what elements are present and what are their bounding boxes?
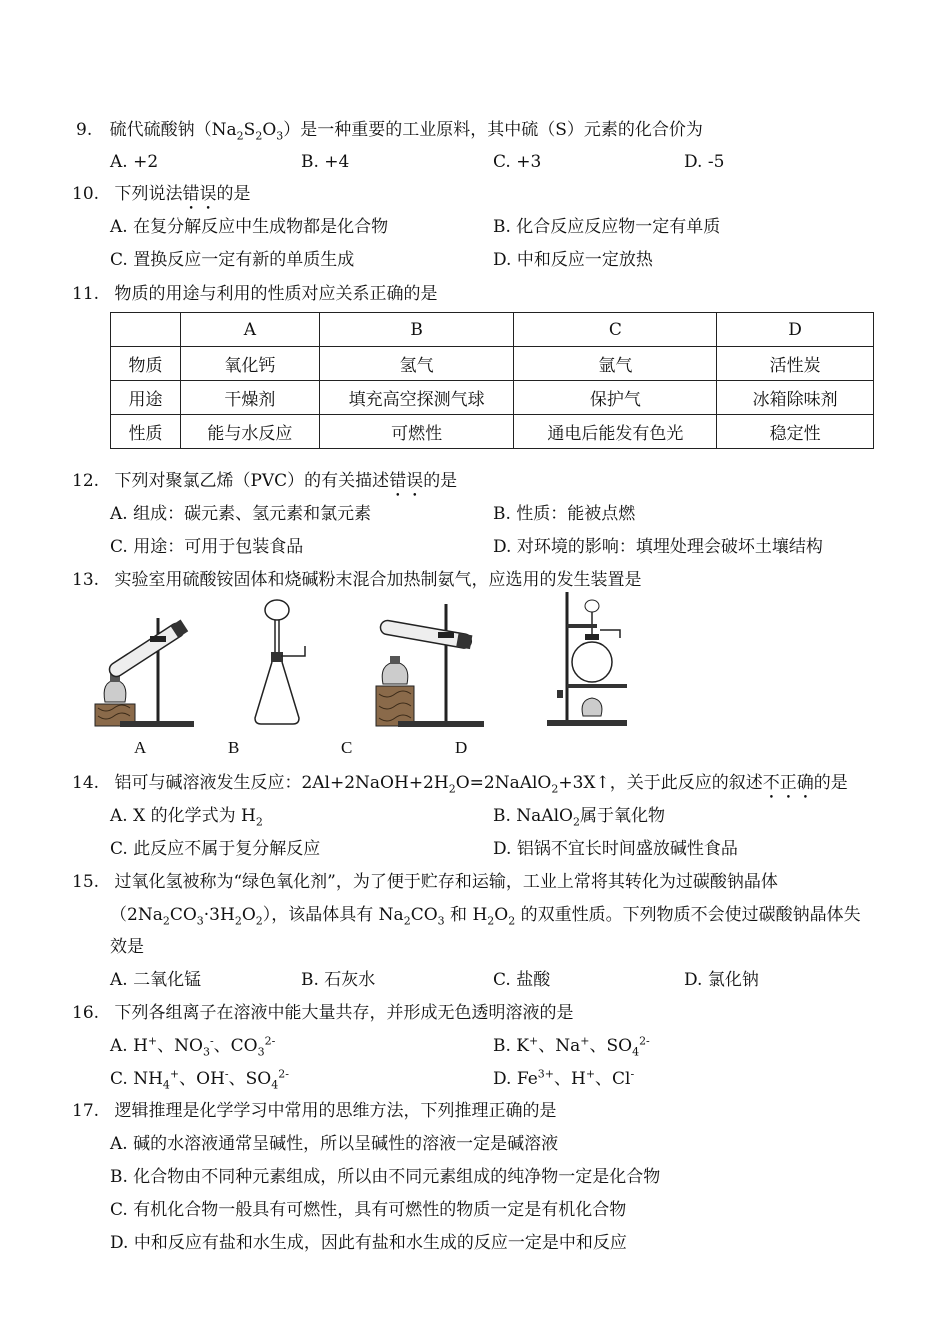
q10-number: 10. [72,184,100,204]
subscript: 3 [202,1045,210,1059]
apparatus-label-c: C [341,738,353,757]
q15-stem-line3: 效是 [110,937,144,957]
q9-option-d: D. -5 [684,152,725,172]
q14-option-c: C. 此反应不属于复分解反应 [110,839,321,859]
q12-emphasis: 错误 [389,471,424,491]
q16-option-b [493,1035,650,1057]
q15-line1-text: 过氧化氢被称为“绿色氧化剂”，为了便于贮存和运输，工业上常将其转化为过碳酸钠晶体 [114,872,778,892]
q15-option-c: C. 盐酸 [493,970,551,990]
q17-option-b: B. 化合物由不同种元素组成，所以由不同元素组成的纯净物一定是化合物 [110,1167,661,1187]
table-cell: 氧化钙 [180,347,319,381]
text: 、NO [157,1036,203,1056]
apparatus-label-b: B [228,738,240,757]
q11-number: 11. [72,284,100,304]
q10-stem [72,183,250,214]
table-cell [111,313,181,347]
q17-option-d: D. 中和反应有盐和水生成，因此有盐和水生成的反应一定是中和反应 [110,1233,627,1253]
q11-stem-text: 物质的用途与利用的性质对应关系正确的是 [114,284,438,304]
subscript: 4 [162,1078,170,1092]
superscript: - [224,1067,229,1081]
table-cell: 填充高空探测气球 [319,381,514,415]
apparatus-a-image [90,596,200,731]
q14-stem-c: +3X↑，关于此反应的叙述 [558,773,763,793]
q12-number: 12. [72,471,100,491]
superscript: + [585,1067,596,1081]
apparatus-b-image [245,596,325,731]
q12-stem-a: 下列对聚氯乙烯（PVC）的有关描述 [114,471,390,491]
q14-stem [72,772,848,803]
apparatus-c-image [370,596,490,731]
text: B. K [493,1036,530,1056]
subscript: 4 [632,1045,640,1059]
table-cell: 氩气 [514,347,717,381]
superscript: 2- [264,1034,276,1048]
table-cell: 用途 [111,381,181,415]
text: 、Na [538,1036,581,1056]
table-cell: C [514,313,717,347]
q16-option-c [110,1068,289,1090]
table-cell: 活性炭 [717,347,874,381]
subscript: 2 [255,129,263,143]
subscript: 2 [236,129,244,143]
subscript: 2 [403,914,411,928]
table-cell: 能与水反应 [180,415,319,449]
subscript: 2 [255,815,263,829]
q15-number: 15. [72,872,100,892]
q10-stem-a: 下列说法 [114,184,183,204]
table-header-row [111,313,874,347]
table-cell: 氢气 [319,347,514,381]
q9-stem-d: ）是一种重要的工业原料，其中硫（S）元素的化合价为 [283,120,703,140]
q14-option-b-text: B. NaAlO [493,806,573,826]
q16-number: 16. [72,1003,100,1023]
subscript: 4 [271,1078,279,1092]
q14-option-a-text: A. X 的化学式为 H [110,806,256,826]
table-row [111,415,874,449]
q15-option-a: A. 二氧化锰 [110,970,202,990]
superscript: + [580,1034,590,1048]
superscript: 2- [278,1067,289,1081]
q15-option-b: B. 石灰水 [301,970,376,990]
subscript: 2 [162,914,170,928]
table-cell: 干燥剂 [180,381,319,415]
q12-option-c: C. 用途：可用于包装食品 [110,537,304,557]
apparatus-d-image [545,590,635,730]
q16-option-d [493,1068,634,1090]
q10-option-d: D. 中和反应一定放热 [493,250,653,270]
subscript: 2 [551,782,559,796]
q13-number: 13. [72,570,100,590]
q12-option-d: D. 对环境的影响：填埋处理会破坏土壤结构 [493,537,823,557]
superscript: + [147,1034,158,1048]
q11-table [110,312,874,449]
q11-stem [72,283,437,305]
superscript: 3+ [537,1067,554,1081]
q9-stem-a: 硫代硫酸钠（Na [109,120,237,140]
text: O [494,905,509,925]
q14-option-b-text2: 属于氧化物 [579,806,665,826]
q14-stem-a: 铝可与碱溶液发生反应：2Al+2NaOH+2H [114,773,449,793]
text: 、Cl [595,1069,631,1089]
subscript: 2 [234,914,242,928]
q17-stem [72,1100,556,1122]
q12-stem-b: 的是 [423,471,458,491]
q14-stem-b: O=2NaAlO [455,773,552,793]
subscript: 2 [508,914,516,928]
text: CO [410,905,438,925]
superscript: 2- [639,1034,650,1048]
table-cell: B [319,313,514,347]
table-cell: D [717,313,874,347]
q17-number: 17. [72,1101,100,1121]
subscript: 2 [255,914,263,928]
q17-option-c: C. 有机化合物一般具有可燃性，具有可燃性的物质一定是有机化合物 [110,1200,627,1220]
q14-emphasis: 不正确 [762,773,814,793]
text: 、SO [228,1069,272,1089]
text: 、CO [213,1036,258,1056]
apparatus-label-d: D [455,738,468,757]
q10-option-c: C. 置换反应一定有新的单质生成 [110,250,355,270]
apparatus-label-a: A [134,738,147,757]
text: C. NH [110,1069,163,1089]
table-row [111,381,874,415]
text: 、OH [179,1069,225,1089]
q9-option-c: C. +3 [493,152,542,172]
text: （2Na [110,905,163,925]
text: 、SO [589,1036,633,1056]
q10-option-b: B. 化合反应反应物一定有单质 [493,217,721,237]
text: ·3H [203,905,235,925]
table-cell: 稳定性 [717,415,874,449]
q12-option-b: B. 性质：能被点燃 [493,504,636,524]
q13-stem-text: 实验室用硫酸铵固体和烧碱粉末混合加热制氨气，应选用的发生装置是 [114,570,642,590]
q9-number: 9. [76,120,93,140]
text: A. H [110,1036,148,1056]
subscript: 2 [487,914,495,928]
q12-option-a: A. 组成：碳元素、氢元素和氯元素 [110,504,372,524]
q16-option-a [110,1035,275,1057]
q14-stem-d: 的是 [813,773,848,793]
text: 和 H [444,905,488,925]
q17-stem-text: 逻辑推理是化学学习中常用的思维方法，下列推理正确的是 [114,1101,557,1121]
q16-stem-text: 下列各组离子在溶液中能大量共存，并形成无色透明溶液的是 [114,1003,574,1023]
q9-stem [76,119,703,141]
text: ），该晶体具有 Na [262,905,404,925]
subscript: 2 [448,782,456,796]
subscript: 3 [257,1045,265,1059]
subscript: 2 [572,815,580,829]
superscript: - [630,1067,635,1081]
subscript: 3 [437,914,445,928]
q9-stem-b: S [243,120,256,140]
q13-stem [72,569,641,591]
q14-option-a [110,805,263,827]
table-cell: 通电后能发有色光 [514,415,717,449]
q14-number: 14. [72,773,100,793]
q12-stem [72,470,457,501]
table-cell: 冰箱除味剂 [717,381,874,415]
subscript: 3 [276,129,284,143]
superscript: - [209,1034,214,1048]
table-cell: 保护气 [514,381,717,415]
text: 、H [553,1069,586,1089]
q9-stem-c: O [262,120,277,140]
q15-stem-line1 [72,871,778,893]
table-cell: A [180,313,319,347]
q10-stem-b: 的是 [216,184,251,204]
q9-option-a: A. +2 [110,152,159,172]
q17-option-a: A. 碱的水溶液通常呈碱性，所以呈碱性的溶液一定是碱溶液 [110,1134,559,1154]
table-row [111,347,874,381]
q16-stem [72,1002,573,1024]
subscript: 3 [196,914,204,928]
text: D. Fe [493,1069,538,1089]
q15-stem-line2 [110,904,861,926]
table-cell: 物质 [111,347,181,381]
q14-option-d: D. 铝锅不宜长时间盛放碱性食品 [493,839,738,859]
text: O [241,905,256,925]
q10-emphasis: 错误 [182,184,217,204]
table-cell: 性质 [111,415,181,449]
superscript: + [529,1034,539,1048]
superscript: + [169,1067,180,1081]
text: CO [169,905,197,925]
table-cell: 可燃性 [319,415,514,449]
q15-option-d: D. 氯化钠 [684,970,759,990]
q14-option-b [493,805,665,827]
q10-option-a: A. 在复分解反应中生成物都是化合物 [110,217,389,237]
q9-option-b: B. +4 [301,152,350,172]
text: 的双重性质。下列物质不会使过碳酸钠晶体失 [515,905,861,925]
